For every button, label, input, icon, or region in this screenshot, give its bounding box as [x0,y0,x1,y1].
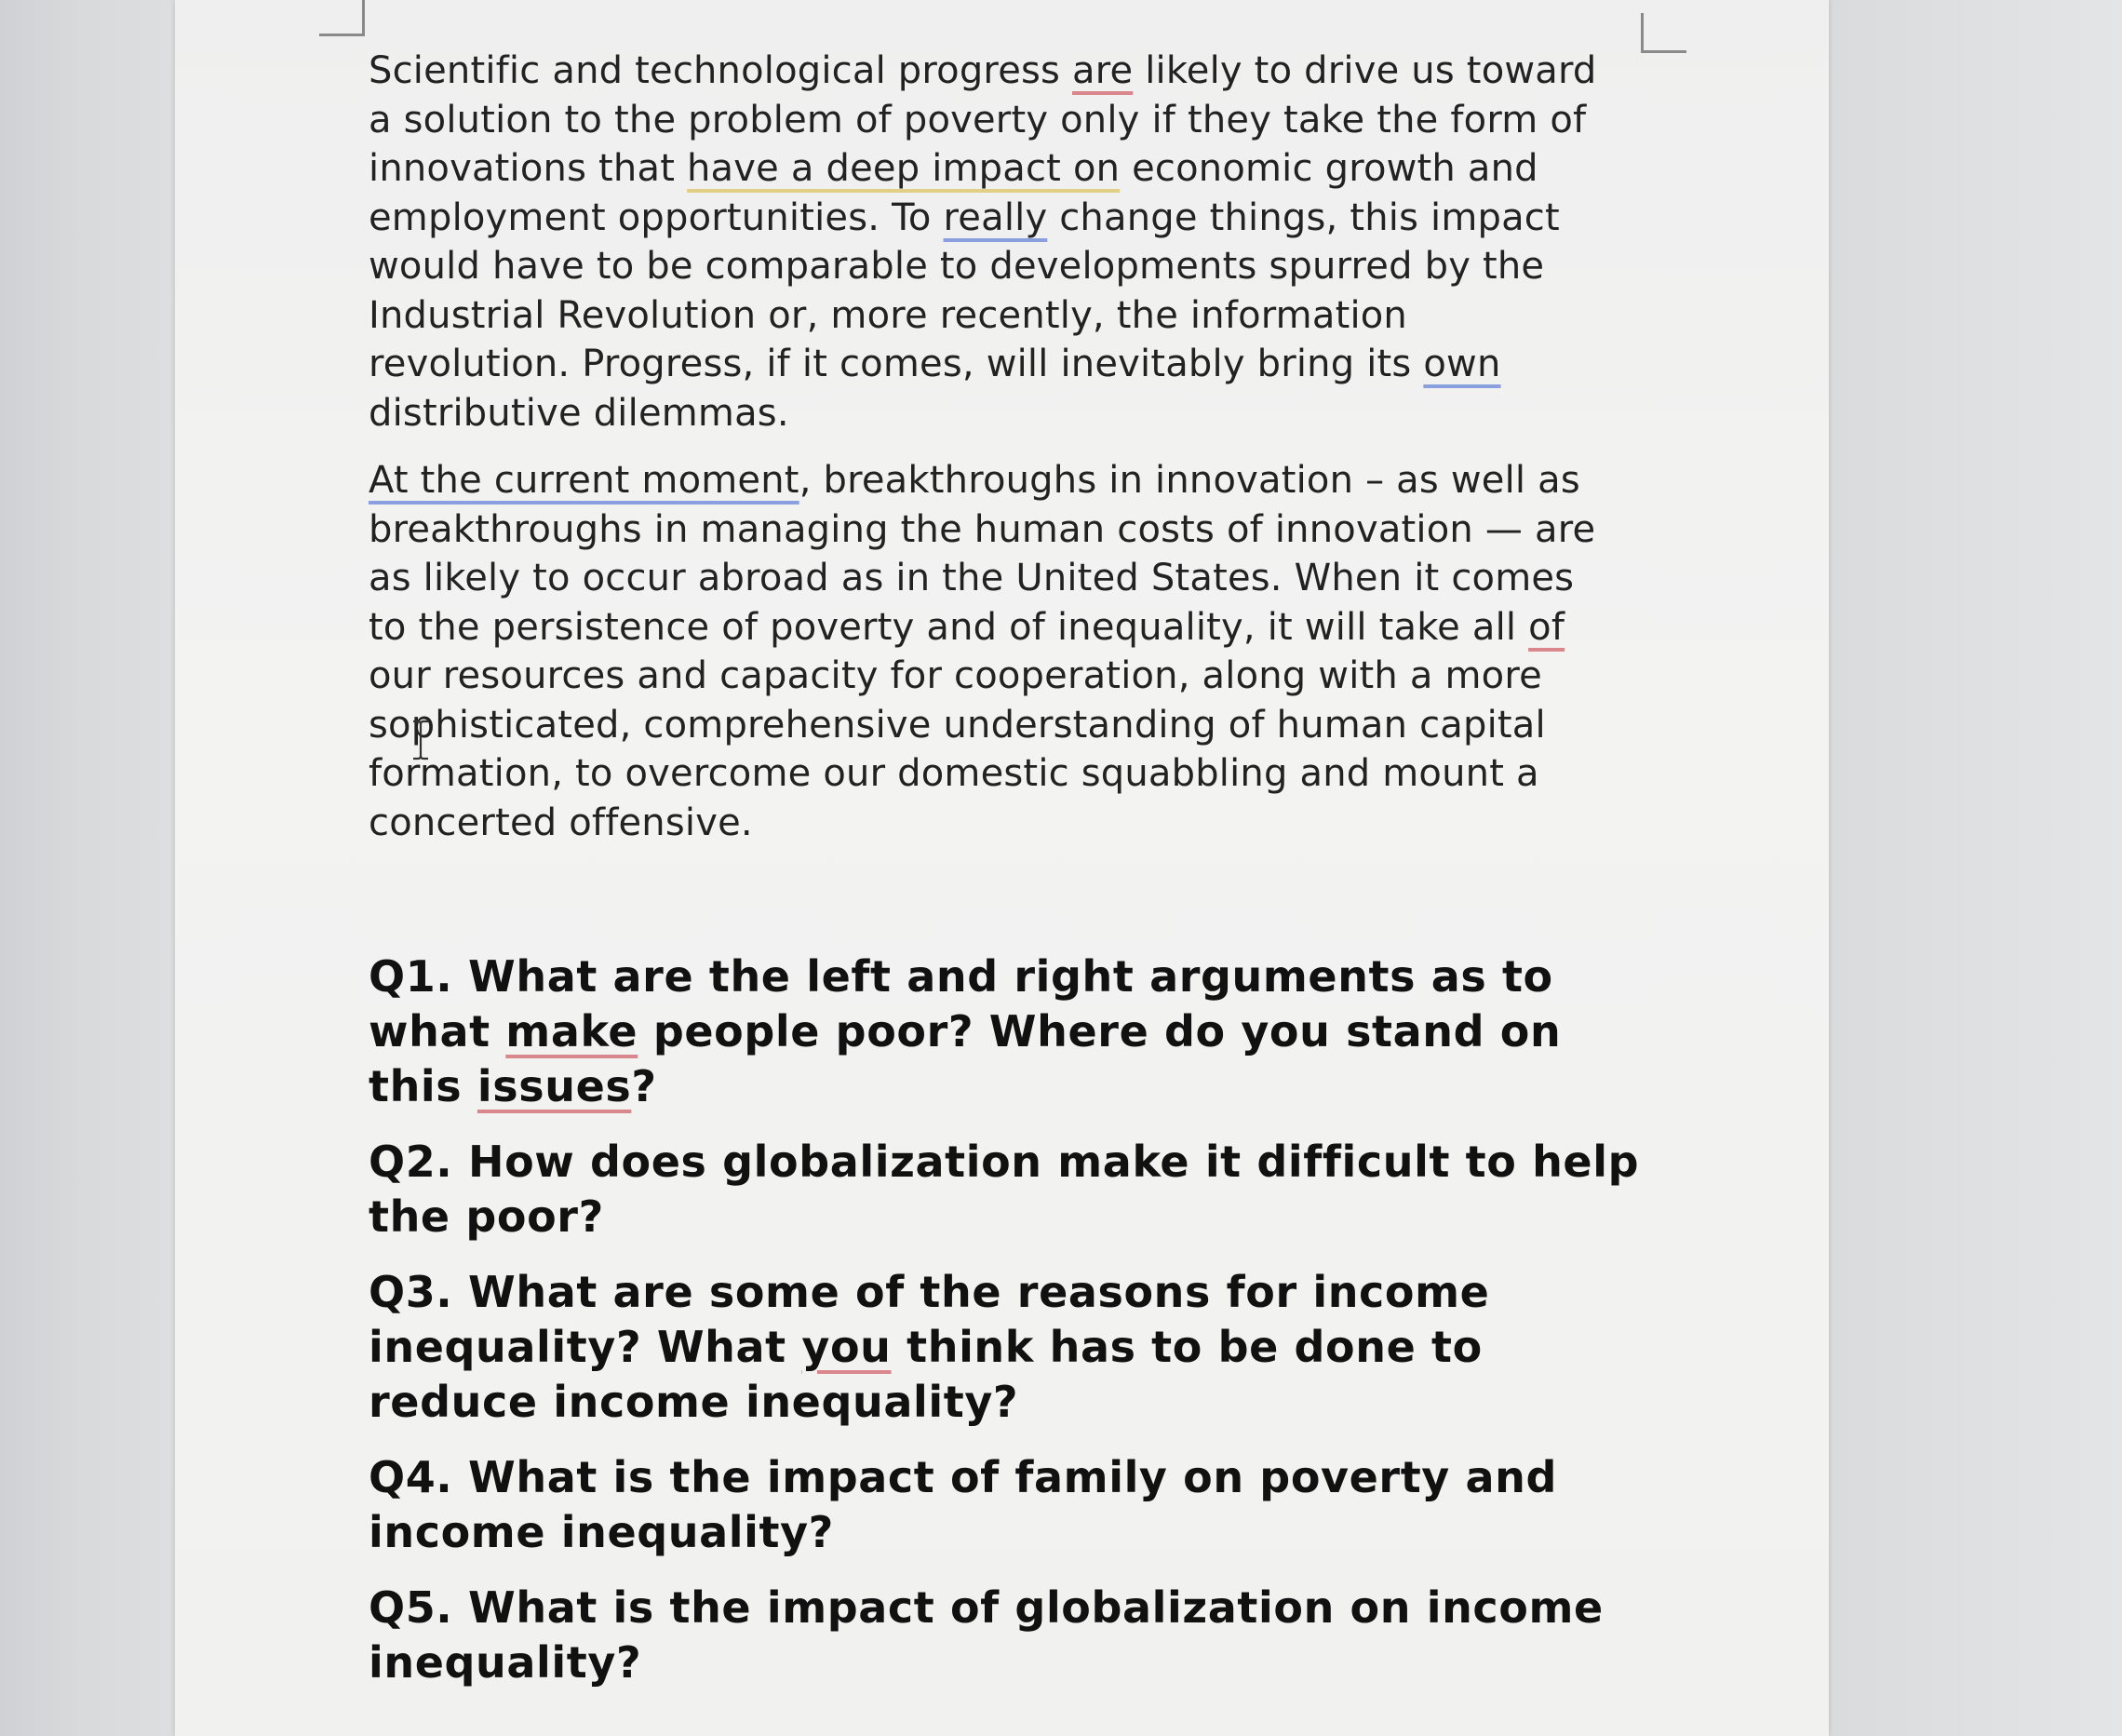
proofing-underline[interactable]: make [505,1006,638,1056]
proofing-underline[interactable]: you [801,1322,892,1372]
question-line: Q3. What are some of the reasons for income [369,1267,1490,1317]
question-line: what make people poor? Where do you stand on [369,1006,1562,1056]
question-line: inequality? [369,1637,642,1688]
paragraph-line: distributive dilemmas. [369,391,789,435]
paragraph-1[interactable] [369,47,1820,437]
text-cursor-ibeam-icon [410,720,431,760]
question-line: the poor? [369,1191,604,1242]
question-line: Q4. What is the impact of family on poverty and [369,1452,1558,1502]
paragraph-line: employment opportunities. To really change things, this impact [369,195,1560,239]
document-page[interactable] [175,0,1829,1736]
paragraph-line: revolution. Progress, if it comes, will inevitably bring its own [369,343,1501,385]
paragraph-line: innovations that have a deep impact on economic growth and [369,147,1538,190]
paragraph-line: a solution to the problem of poverty only if they take the form of [369,98,1587,141]
paragraph-2[interactable] [369,456,1820,847]
proofing-underline[interactable]: At the current moment [369,459,799,502]
question-list [369,949,1820,1690]
paragraph-line: our resources and capacity for cooperation, along with a more [369,654,1542,697]
question-2[interactable] [369,1135,1820,1245]
workspace-background [1829,0,2122,1736]
question-line: income inequality? [369,1507,834,1557]
question-line: Q2. How does globalization make it difficult to help [369,1137,1640,1187]
paragraph-line: breakthroughs in managing the human costs of innovation — are [369,507,1596,551]
question-5[interactable] [369,1581,1820,1690]
proofing-underline[interactable]: of [1528,605,1565,649]
paragraph-line: to the persistence of poverty and of inequality, it will take all of [369,605,1565,649]
proofing-underline[interactable]: are [1072,49,1134,92]
proofing-underline[interactable]: issues [477,1061,632,1111]
question-4[interactable] [369,1450,1820,1560]
question-line: Q1. What are the left and right arguments as to [369,951,1553,1002]
paragraph-line: Industrial Revolution or, more recently, the information [369,293,1407,337]
proofing-underline[interactable]: really [943,195,1048,239]
proofing-underline[interactable]: have a deep impact on [687,147,1121,190]
question-line: Q5. What is the impact of globalization on income [369,1582,1604,1633]
document-body[interactable] [369,47,1820,1711]
question-line: inequality? What you think has to be done to [369,1322,1483,1372]
question-1[interactable] [369,949,1820,1114]
paragraph-line: concerted offensive. [369,801,753,844]
paragraph-line: Scientific and technological progress are likely to drive us toward [369,49,1597,92]
paragraph-line: formation, to overcome our domestic squabbling and mount a [369,752,1539,795]
paragraph-line: would have to be comparable to developments spurred by the [369,245,1545,288]
question-line: reduce income inequality? [369,1377,1019,1427]
paragraph-line: as likely to occur abroad as in the United States. When it comes [369,557,1575,599]
question-3[interactable] [369,1265,1820,1430]
paragraph-line: At the current moment, breakthroughs in innovation – as well as [369,459,1580,502]
margin-corner-mark-top-left [319,0,365,36]
proofing-underline[interactable]: own [1423,343,1501,385]
question-line: this issues? [369,1061,657,1111]
paragraph-line: sophisticated, comprehensive understanding of human capital [369,703,1546,747]
